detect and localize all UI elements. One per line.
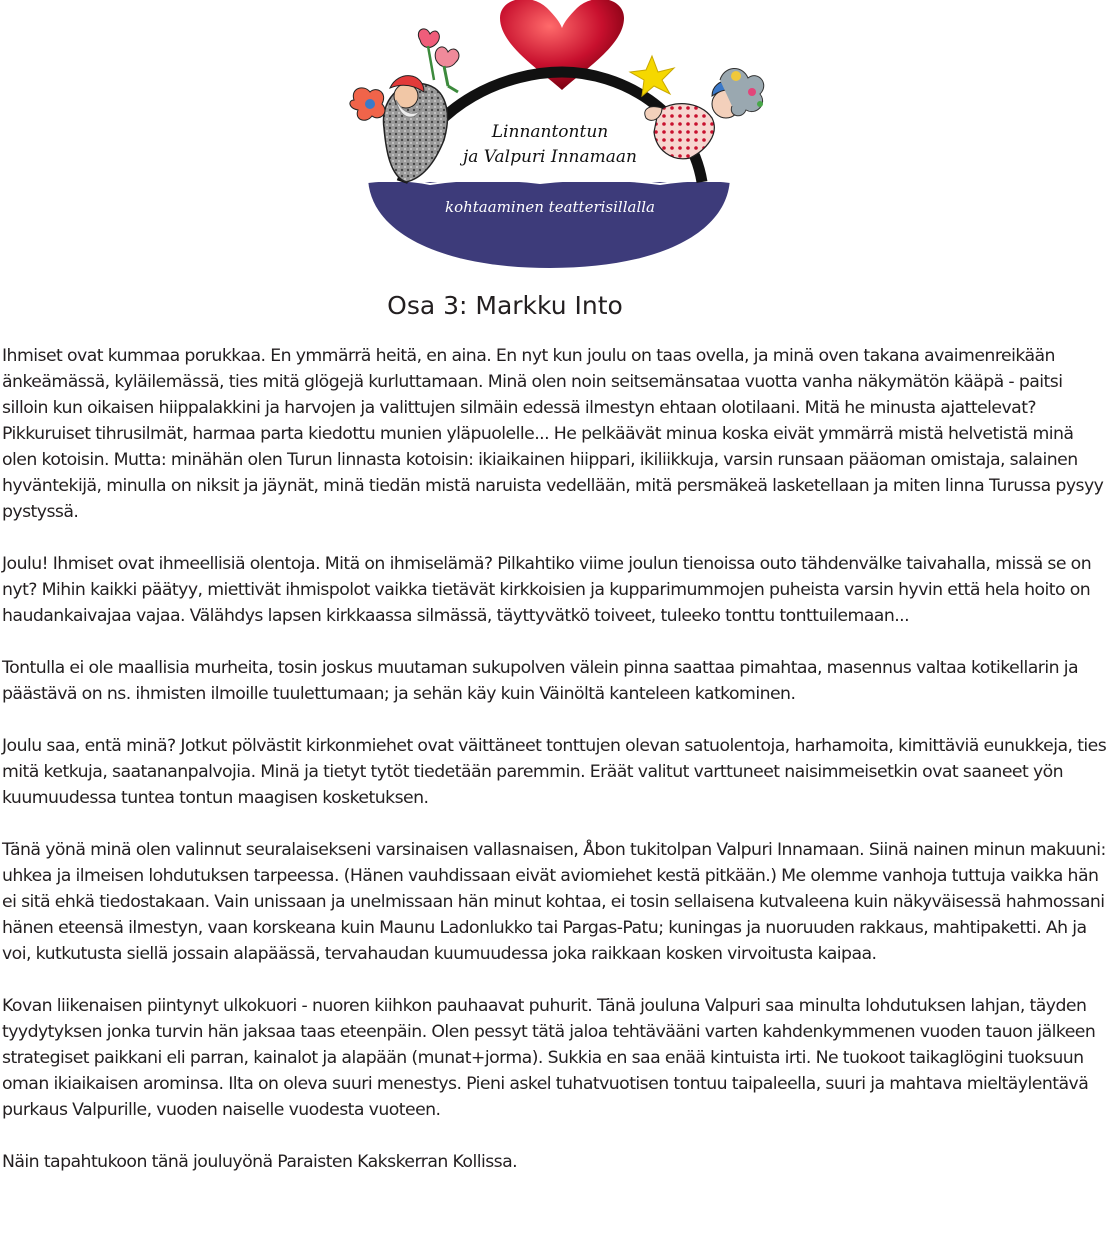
boat-hull <box>368 176 730 268</box>
logo-line1: Linnantontun <box>491 122 609 142</box>
logo-tagline: kohtaaminen teatterisillalla <box>445 198 655 216</box>
paragraph: Tontulla ei ole maallisia murheita, tosin joskus muutaman sukupolven välein pinna saattaa pimahtaa, masennus valtaa kotikellarin ja päästävä on ns. ihmisten ilmoille tuulettumaan; ja sehän käy kuin Väinöltä kanteleen katkominen. <box>2 658 1079 704</box>
paragraph: Kovan liikenaisen piintynyt ulkokuori - nuoren kiihkon pauhaavat puhurit. Tänä jouluna Valpuri saa minulta lohdutuksen lahjan, täyden tyydytyksen jonka turvin hän jaksaa taas eteenpäin. Olen pessyt tätä jaloa tehtävääni varten kahdenkymmenen vuoden tauon jälkeen strategiset paikkani eli parran, kainalot ja alapään (munat+jorma). Sukkia en saa enää kintuista irti. Ne tuokoot taikaglögini tuoksuun oman ikiaikaisen arominsa. Ilta on oleva suuri menestys. Pieni askel tuhatvuotisen tontuu taipaleella, suuri ja mahtava mieltäylentävä purkaus Valpurille, vuoden naiselle vuodesta vuoteen. <box>2 996 1096 1120</box>
page-title: Osa 3: Markku Into <box>387 291 623 320</box>
paragraph: Joulu! Ihmiset ovat ihmeellisiä olentoja. Mitä on ihmiselämä? Pilkahtiko viime joulun tienoissa outo tähdenvälke taivahalla, missä se on nyt? Mihin kaikki päätyy, miettivät ihmispolot vaikka tietävät kirkkoisien ja kupparimummojen puheista varsin hyvin että hela hoito on haudankaivajaa vajaa. Välähdys lapsen kirkkaassa silmässä, täyttyvätkö toiveet, tuleeko tonttu tonttuilemaan... <box>2 554 1092 626</box>
paragraph: Ihmiset ovat kummaa porukkaa. En ymmärrä heitä, en aina. En nyt kun joulu on taas ovella, ja minä oven takana avaimenreikään änkeämässä, kyläilemässä, ties mitä glögejä kurluttamaan. Minä olen noin seitsemänsataa vuotta vanha näkymätön kääpä - paitsi silloin kun oikaisen hiippalakkini ja harvojen ja valittujen silmäin edessä ilmestyn ehtaan olotilaani. Mitä he minusta ajattelevat? Pikkuruiset tihrusilmät, harmaa parta kiedottu munien yläpuolelle... He pelkäävät minua koska eivät ymmärrä mistä helvetistä minä olen kotoisin. Mutta: minähän olen Turun linnasta kotoisin: ikiaikainen hiippari, ikiliikkuja, varsin runsaan pääoman omistaja, salainen hyväntekijä, minulla on niksit ja jäynät, minä tiedän mistä naruista vedellään, mitä persmäkeä lasketellaan ja miten linna Turussa pysyy pystyssä. <box>2 346 1104 522</box>
logo-line2: ja Valpuri Innamaan <box>463 147 637 167</box>
paragraph: Joulu saa, entä minä? Jotkut pölvästit kirkonmiehet ovat väittäneet tonttujen olevan satuolentoja, harhamoita, kimittäviä eunukkeja, ties mitä ketkuja, saatananpalvojia. Minä ja tietyt tytöt tiedetään paremmin. Eräät valitut varttuneet naisimmeisetkin ovat saaneet yön kuumuudessa tuntea tontun maagisen kosketuksen. <box>2 736 1107 808</box>
story-text <box>2 343 1112 1201</box>
gnome-figure <box>350 29 459 182</box>
event-logo <box>340 0 780 272</box>
paragraph: Tänä yönä minä olen valinnut seuralaisekseni varsinaisen vallasnaisen, Åbon tukitolpan Valpuri Innamaan. Siinä nainen minun makuuni: uhkea ja ilmeisen lohdutuksen tarpeessa. (Hänen vauhdissaan eivät aviomiehet kestä pitkään.) Me olemme vanhoja tuttuja vaikka hän ei sitä ehkä tiedostakaan. Vain unissaan ja unelmissaan hän minut kohtaa, ei tosin sellaisena kutvaleena kuin näkyväisessä hahmossani hänen eteensä ilmestyn, vaan korskeana kuin Maunu Ladonlukko tai Pargas-Patu; kuningas ja nuoruuden rakkaus, mahtipaketti. Ah ja voi, kutkutusta siellä jossain alapäässä, tervahaudan kuumuudessa joka raikkaan kosken virvoitusta kaipaa. <box>2 840 1106 964</box>
valpuri-figure <box>630 56 764 159</box>
paragraph: Näin tapahtukoon tänä jouluyönä Paraisten Kakskerran Kollissa. <box>2 1152 518 1172</box>
logo-illustration <box>340 0 780 272</box>
